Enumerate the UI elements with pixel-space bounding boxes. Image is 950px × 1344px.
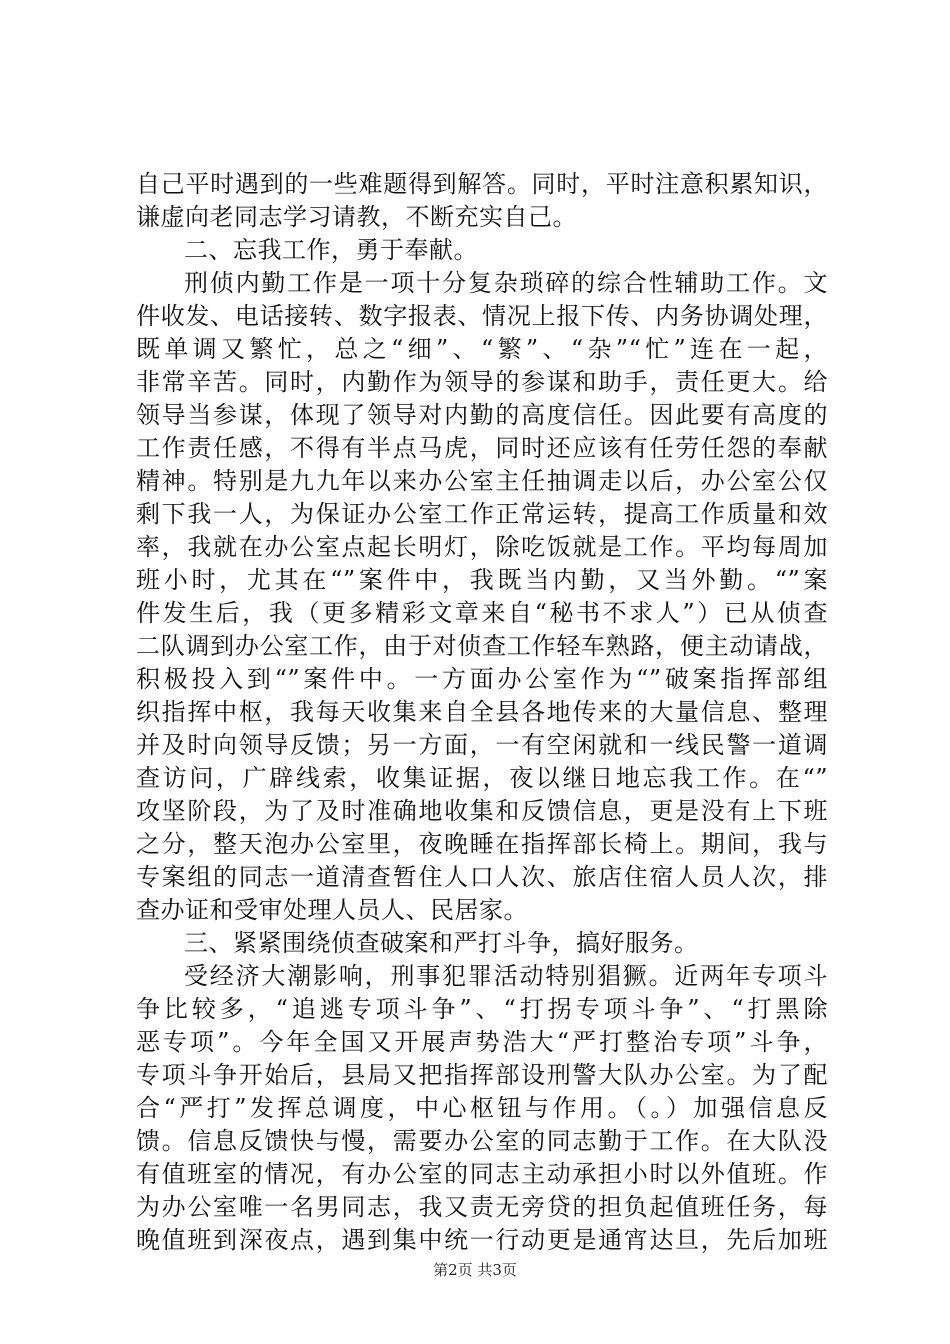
text-line: 非常辛苦。同时，内勤作为领导的参谋和助手，责任更大。给 [136,368,828,396]
text-line: 专案组的同志一道清查暂住人口人次、旅店住宿人员人次，排 [136,863,828,891]
text-line: 专项斗争开始后，县局又把指挥部设刑警大队办公室。为了配 [136,1061,828,1089]
text-line: 三、紧紧围绕侦查破案和严打斗争，搞好服务。 [184,929,699,957]
text-line: 争比较多，“追逃专项斗争”、“打拐专项斗争”、“打黑除 [136,995,828,1023]
text-line: 刑侦内勤工作是一项十分复杂琐碎的综合性辅助工作。文 [184,269,828,297]
text-line: 二队调到办公室工作，由于对侦查工作轻车熟路，便主动请战， [136,632,828,660]
text-line: 并及时向领导反馈；另一方面，一有空闲就和一线民警一道调 [136,731,828,759]
text-line: 领导当参谋，体现了领导对内勤的高度信任。因此要有高度的 [136,401,828,429]
text-line: 恶专项”。今年全国又开展声势浩大“严打整治专项”斗争， [136,1028,828,1056]
text-line: 工作责任感，不得有半点马虎，同时还应该有任劳任怨的奉献 [136,434,828,462]
text-line: 织指挥中枢，我每天收集来自全县各地传来的大量信息、整理 [136,698,828,726]
body-text [136,168,828,1257]
text-line: 之分，整天泡办公室里，夜晚睡在指挥部长椅上。期间，我与 [136,830,828,858]
text-line: 为办公室唯一名男同志，我又责无旁贷的担负起值班任务，每 [136,1193,828,1221]
text-line: 合“严打”发挥总调度，中心枢钮与作用。（。）加强信息反 [136,1094,828,1122]
text-line: 剩下我一人，为保证办公室工作正常运转，提高工作质量和效 [136,500,828,528]
text-line: 件收发、电话接转、数字报表、情况上报下传、内务协调处理， [136,302,828,330]
text-line: 既单调又繁忙，总之“细”、“繁”、“杂”“忙”连在一起， [136,335,828,363]
text-line: 晚值班到深夜点，遇到集中统一行动更是通宵达旦，先后加班 [136,1226,828,1254]
text-line: 有值班室的情况，有办公室的同志主动承担小时以外值班。作 [136,1160,828,1188]
text-line: 受经济大潮影响，刑事犯罪活动特别猖獗。近两年专项斗 [184,962,828,990]
text-line: 谦虚向老同志学习请教，不断充实自己。 [136,203,577,231]
text-line: 精神。特别是九九年以来办公室主任抽调走以后，办公室公仅 [136,467,828,495]
text-line: 班小时，尤其在“”案件中，我既当内勤，又当外勤。“”案 [136,566,828,594]
text-line: 攻坚阶段，为了及时准确地收集和反馈信息，更是没有上下班 [136,797,828,825]
text-line: 馈。信息反馈快与慢，需要办公室的同志勤于工作。在大队没 [136,1127,828,1155]
text-line: 二、忘我工作，勇于奉献。 [184,236,478,264]
page-footer: 第2页 共3页 [433,1261,517,1279]
text-line: 自己平时遇到的一些难题得到解答。同时，平时注意积累知识， [136,170,828,198]
text-line: 查访问，广辟线索，收集证据，夜以继日地忘我工作。在“” [136,764,828,792]
text-line: 积极投入到“”案件中。一方面办公室作为“”破案指挥部组 [136,665,828,693]
text-line: 件发生后，我（更多精彩文章来自“秘书不求人”）已从侦查 [136,599,828,627]
text-line: 率，我就在办公室点起长明灯，除吃饭就是工作。平均每周加 [136,533,828,561]
text-line: 查办证和受审处理人员人、民居家。 [136,896,528,924]
